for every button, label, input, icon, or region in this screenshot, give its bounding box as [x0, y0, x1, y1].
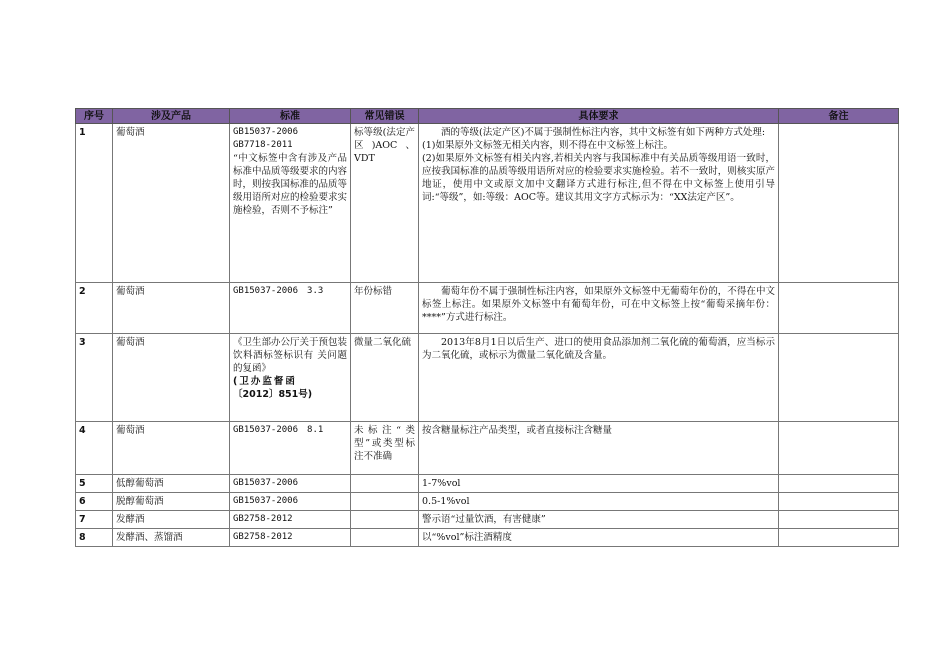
- requirement-line: 以“%vol”标注酒精度: [422, 532, 512, 543]
- cell-note: [779, 124, 899, 283]
- header-requirement: 具体要求: [419, 109, 779, 124]
- cell-error: [351, 511, 419, 529]
- requirement-line: (2)如果原外文标签有相关内容,若相关内容与我国标准中有关品质等级用语一致时，应按我国标准的品质等级用语所对应的检验要求实施检验。若不一致时，则核实原产地证，使用中文或原文加中文翻译方式进行标注,但不得在中文标签上使用引导词:“等级”，如:等级：AOC等。建议其用文字方式标示为：“XX法定产区”。: [422, 153, 775, 203]
- header-seq: 序号: [76, 109, 113, 124]
- cell-error: [351, 529, 419, 547]
- label-requirements-table: [75, 108, 899, 547]
- requirement-line: 2013年8月1日以后生产、进口的使用食品添加剂二氧化硫的葡萄酒，应当标示为二氧化硫，或标示为微量二氧化硫及含量。: [422, 337, 775, 361]
- table-row: [76, 529, 899, 547]
- table-row: [76, 283, 899, 334]
- cell-note: [779, 283, 899, 334]
- cell-seq: 8: [76, 529, 113, 547]
- cell-seq: 1: [76, 124, 113, 283]
- cell-standard: [230, 124, 351, 283]
- cell-error: 未标注“类型”或类型标注不准确: [351, 422, 419, 475]
- cell-seq: 6: [76, 493, 113, 511]
- header-note: 备注: [779, 109, 899, 124]
- header-row: [76, 109, 899, 124]
- cell-requirement: [419, 422, 779, 475]
- cell-requirement: [419, 511, 779, 529]
- table-row: [76, 422, 899, 475]
- requirement-line: 按含糖量标注产品类型，或者直接标注含糖量: [422, 425, 613, 436]
- cell-note: [779, 493, 899, 511]
- standard-line: (卫办监督函: [233, 376, 297, 387]
- table-row: [76, 511, 899, 529]
- cell-requirement: [419, 529, 779, 547]
- cell-requirement: [419, 475, 779, 493]
- cell-standard: GB15037-2006 3.3: [230, 283, 351, 334]
- cell-requirement: [419, 283, 779, 334]
- cell-product: 葡萄酒: [113, 124, 230, 283]
- cell-product: 脱醇葡萄酒: [113, 493, 230, 511]
- cell-note: [779, 334, 899, 422]
- cell-standard: [230, 334, 351, 422]
- cell-product: 葡萄酒: [113, 334, 230, 422]
- cell-standard: GB2758-2012: [230, 529, 351, 547]
- cell-requirement: [419, 334, 779, 422]
- cell-note: [779, 475, 899, 493]
- cell-error: [351, 493, 419, 511]
- requirement-line: 警示语“过量饮酒，有害健康”: [422, 514, 546, 525]
- requirement-line: 0.5-1%vol: [422, 496, 470, 507]
- cell-seq: 3: [76, 334, 113, 422]
- cell-seq: 4: [76, 422, 113, 475]
- cell-product: 低醇葡萄酒: [113, 475, 230, 493]
- standard-line: “中文标签中含有涉及产品标准中品质等级要求的内容时，则按我国标准的品质等级用语所对应的检验要求实施检验，否则不予标注”: [233, 153, 348, 216]
- table-row: [76, 334, 899, 422]
- cell-requirement: [419, 493, 779, 511]
- cell-seq: 7: [76, 511, 113, 529]
- standard-line: GB7718-2011: [233, 140, 293, 150]
- table-row: [76, 475, 899, 493]
- cell-standard: GB15037-2006: [230, 475, 351, 493]
- cell-note: [779, 511, 899, 529]
- table-row: [76, 493, 899, 511]
- header-error: 常见错误: [351, 109, 419, 124]
- cell-error: 年份标错: [351, 283, 419, 334]
- table-row: [76, 124, 899, 283]
- cell-error: 标等级(法定产区)AOC、VDT: [351, 124, 419, 283]
- cell-product: 发酵酒、蒸馏酒: [113, 529, 230, 547]
- cell-requirement: [419, 124, 779, 283]
- cell-standard: GB15037-2006 8.1: [230, 422, 351, 475]
- cell-product: 葡萄酒: [113, 283, 230, 334]
- header-product: 涉及产品: [113, 109, 230, 124]
- cell-error: 微量二氧化硫: [351, 334, 419, 422]
- cell-seq: 2: [76, 283, 113, 334]
- requirement-line: 酒的等级(法定产区)不属于强制性标注内容，其中文标签有如下两种方式处理:: [441, 127, 766, 138]
- requirement-line: (1)如果原外文标签无相关内容，则不得在中文标签上标注。: [422, 140, 673, 151]
- header-standard: 标准: [230, 109, 351, 124]
- cell-standard: GB15037-2006: [230, 493, 351, 511]
- cell-product: 葡萄酒: [113, 422, 230, 475]
- standard-line: 〔2012〕851号): [233, 389, 313, 400]
- cell-error: [351, 475, 419, 493]
- cell-product: 发酵酒: [113, 511, 230, 529]
- requirement-line: 葡萄年份不属于强制性标注内容，如果原外文标签中无葡萄年份的，不得在中文标签上标注。如果原外文标签中有葡萄年份，可在中文标签上按“葡萄采摘年份：****”方式进行标注。: [422, 286, 775, 323]
- standard-line: 《卫生部办公厅关于预包装饮料酒标签标识有 关问题的复函》: [233, 337, 348, 374]
- cell-seq: 5: [76, 475, 113, 493]
- cell-note: [779, 422, 899, 475]
- standard-line: GB15037-2006: [233, 127, 299, 137]
- cell-note: [779, 529, 899, 547]
- cell-standard: GB2758-2012: [230, 511, 351, 529]
- requirement-line: 1-7%vol: [422, 478, 461, 489]
